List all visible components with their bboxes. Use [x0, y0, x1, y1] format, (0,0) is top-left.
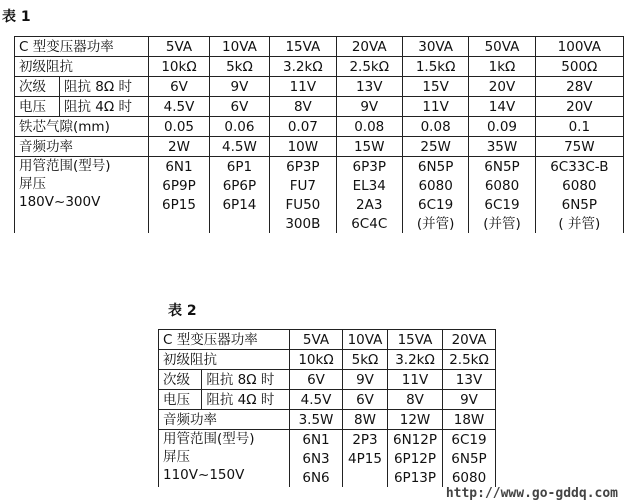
row-label-left: 次级 [15, 77, 60, 97]
table-cell: 0.08 [402, 117, 468, 137]
table-cell: 28V [535, 77, 623, 97]
table-cell: 2W [149, 137, 209, 157]
table-cell: 35W [469, 137, 535, 157]
table-cell: 6P13P [388, 468, 443, 487]
table-cell: 6V [343, 390, 388, 410]
watermark-url: http://www.go-gddq.com [445, 486, 618, 501]
table1-header-row [15, 37, 624, 57]
table-cell: 3.2kΩ [388, 350, 443, 370]
table-cell: 6N12P [388, 430, 443, 450]
tubes-label-line: 用管范围(型号) [163, 431, 255, 447]
table-cell: 6N1 [149, 157, 209, 177]
row-label-left: 电压 [15, 97, 60, 117]
table-cell [209, 214, 269, 233]
table1-row-secondary-4 [15, 97, 624, 117]
tubes-label-line: 屏压 [19, 176, 46, 192]
table-cell: 10kΩ [149, 57, 209, 77]
table-cell: 6080 [535, 176, 623, 195]
header-cell: 10VA [343, 330, 388, 350]
table-cell: 4.5W [209, 137, 269, 157]
table-cell: 20V [469, 77, 535, 97]
table-cell: 6C19 [402, 195, 468, 214]
table-cell: 9V [343, 370, 388, 390]
table1-row-audio-power [15, 137, 624, 157]
table-cell: 6N5P [535, 195, 623, 214]
table-cell: 6C4C [336, 214, 402, 233]
table-cell: 20V [535, 97, 623, 117]
table-cell: 10kΩ [290, 350, 343, 370]
table-cell: 6N1 [290, 430, 343, 450]
row-label: 铁芯气隙(mm) [15, 117, 149, 137]
table-cell: 6P6P [209, 176, 269, 195]
table-cell: 9V [443, 390, 496, 410]
table-cell: 75W [535, 137, 623, 157]
table-cell: 6N3 [290, 449, 343, 468]
table-cell: 500Ω [535, 57, 623, 77]
table-cell: 6P1 [209, 157, 269, 177]
tubes-label-line: 用管范围(型号) [19, 158, 111, 174]
table-cell: ( 并管) [535, 214, 623, 233]
header-cell: 20VA [336, 37, 402, 57]
row-label: 初级阻抗 [15, 57, 149, 77]
table2-row-audio-power [159, 410, 496, 430]
row-label-left: 电压 [159, 390, 202, 410]
header-cell: 15VA [388, 330, 443, 350]
table-cell: 2P3 [343, 430, 388, 450]
table-cell: 11V [270, 77, 336, 97]
table-cell: 6P3P [270, 157, 336, 177]
table-cell: 4.5V [149, 97, 209, 117]
table-cell: 6C19 [469, 195, 535, 214]
table-cell [343, 468, 388, 487]
table1-row-air-gap [15, 117, 624, 137]
table-cell: 14V [469, 97, 535, 117]
table-cell: 11V [402, 97, 468, 117]
table-cell: 9V [336, 97, 402, 117]
tubes-label-line: 110V~150V [163, 467, 245, 483]
table-cell: 0.07 [270, 117, 336, 137]
table-cell: 1.5kΩ [402, 57, 468, 77]
header-cell: 10VA [209, 37, 269, 57]
table-cell: 8V [388, 390, 443, 410]
table-cell: 8V [270, 97, 336, 117]
header-cell: 100VA [535, 37, 623, 57]
table2-row-secondary-8 [159, 370, 496, 390]
table2-row-secondary-4 [159, 390, 496, 410]
table-cell: 6080 [443, 468, 496, 487]
table-cell: EL34 [336, 176, 402, 195]
table-cell: 6P12P [388, 449, 443, 468]
table1-row-tubes-1 [15, 157, 624, 177]
table2-row-primary [159, 350, 496, 370]
table-cell: 0.05 [149, 117, 209, 137]
table-cell: 15V [402, 77, 468, 97]
table-cell: 0.1 [535, 117, 623, 137]
table1-row-primary [15, 57, 624, 77]
header-cell: 20VA [443, 330, 496, 350]
table-cell: FU7 [270, 176, 336, 195]
table-cell: 2A3 [336, 195, 402, 214]
table-cell: 6P14 [209, 195, 269, 214]
header-label: C 型变压器功率 [15, 37, 149, 57]
table-cell: 6P3P [336, 157, 402, 177]
table-cell: 6C19 [443, 430, 496, 450]
table2-row-tubes-1 [159, 430, 496, 450]
table-cell: (并管) [469, 214, 535, 233]
table-cell: 3.5W [290, 410, 343, 430]
table-cell: 0.06 [209, 117, 269, 137]
header-cell: 50VA [469, 37, 535, 57]
table-cell: 8W [343, 410, 388, 430]
table-cell: 15W [336, 137, 402, 157]
row-label: 音频功率 [15, 137, 149, 157]
header-cell: 30VA [402, 37, 468, 57]
table-cell: 6080 [402, 176, 468, 195]
header-label: C 型变压器功率 [159, 330, 290, 350]
header-cell: 5VA [149, 37, 209, 57]
table-cell: 13V [336, 77, 402, 97]
row-label-left: 次级 [159, 370, 202, 390]
table-cell: 9V [209, 77, 269, 97]
table-cell: 12W [388, 410, 443, 430]
table-cell: 6P9P [149, 176, 209, 195]
row-label-right: 阻抗 4Ω 时 [60, 97, 149, 117]
table-cell: 6V [290, 370, 343, 390]
row-label-right: 阻抗 8Ω 时 [202, 370, 290, 390]
table1 [14, 36, 624, 233]
tubes-label-line: 屏压 [163, 449, 190, 465]
table-cell: 2.5kΩ [443, 350, 496, 370]
header-cell: 15VA [270, 37, 336, 57]
table2-header-row [159, 330, 496, 350]
table-cell: 6C33C-B [535, 157, 623, 177]
table-cell: 6N5P [443, 449, 496, 468]
tubes-label-line: 180V~300V [19, 194, 101, 210]
row-label-right: 阻抗 8Ω 时 [60, 77, 149, 97]
table-cell: 6080 [469, 176, 535, 195]
table-cell: 5kΩ [209, 57, 269, 77]
header-cell: 5VA [290, 330, 343, 350]
row-label: 音频功率 [159, 410, 290, 430]
table-cell [149, 214, 209, 233]
table1-caption: 表 1 [2, 9, 31, 25]
table-cell: FU50 [270, 195, 336, 214]
table-cell: 0.09 [469, 117, 535, 137]
table-cell: (并管) [402, 214, 468, 233]
table-cell: 1kΩ [469, 57, 535, 77]
row-label-right: 阻抗 4Ω 时 [202, 390, 290, 410]
table-cell: 0.08 [336, 117, 402, 137]
row-label: 初级阻抗 [159, 350, 290, 370]
table1-row-secondary-8 [15, 77, 624, 97]
table2-caption: 表 2 [168, 303, 197, 319]
table-cell: 6N5P [402, 157, 468, 177]
table-cell: 11V [388, 370, 443, 390]
table-cell: 6V [149, 77, 209, 97]
table-cell: 3.2kΩ [270, 57, 336, 77]
table2 [158, 329, 496, 487]
table-cell: 13V [443, 370, 496, 390]
table-cell: 10W [270, 137, 336, 157]
table-cell: 2.5kΩ [336, 57, 402, 77]
table-cell: 25W [402, 137, 468, 157]
table-cell: 300B [270, 214, 336, 233]
table-cell: 6N6 [290, 468, 343, 487]
table-cell: 6P15 [149, 195, 209, 214]
table-cell: 18W [443, 410, 496, 430]
table-cell: 4P15 [343, 449, 388, 468]
table-cell: 6V [209, 97, 269, 117]
row-label-tubes [159, 430, 290, 488]
row-label-tubes [15, 157, 149, 234]
table-cell: 5kΩ [343, 350, 388, 370]
table-cell: 6N5P [469, 157, 535, 177]
table-cell: 4.5V [290, 390, 343, 410]
